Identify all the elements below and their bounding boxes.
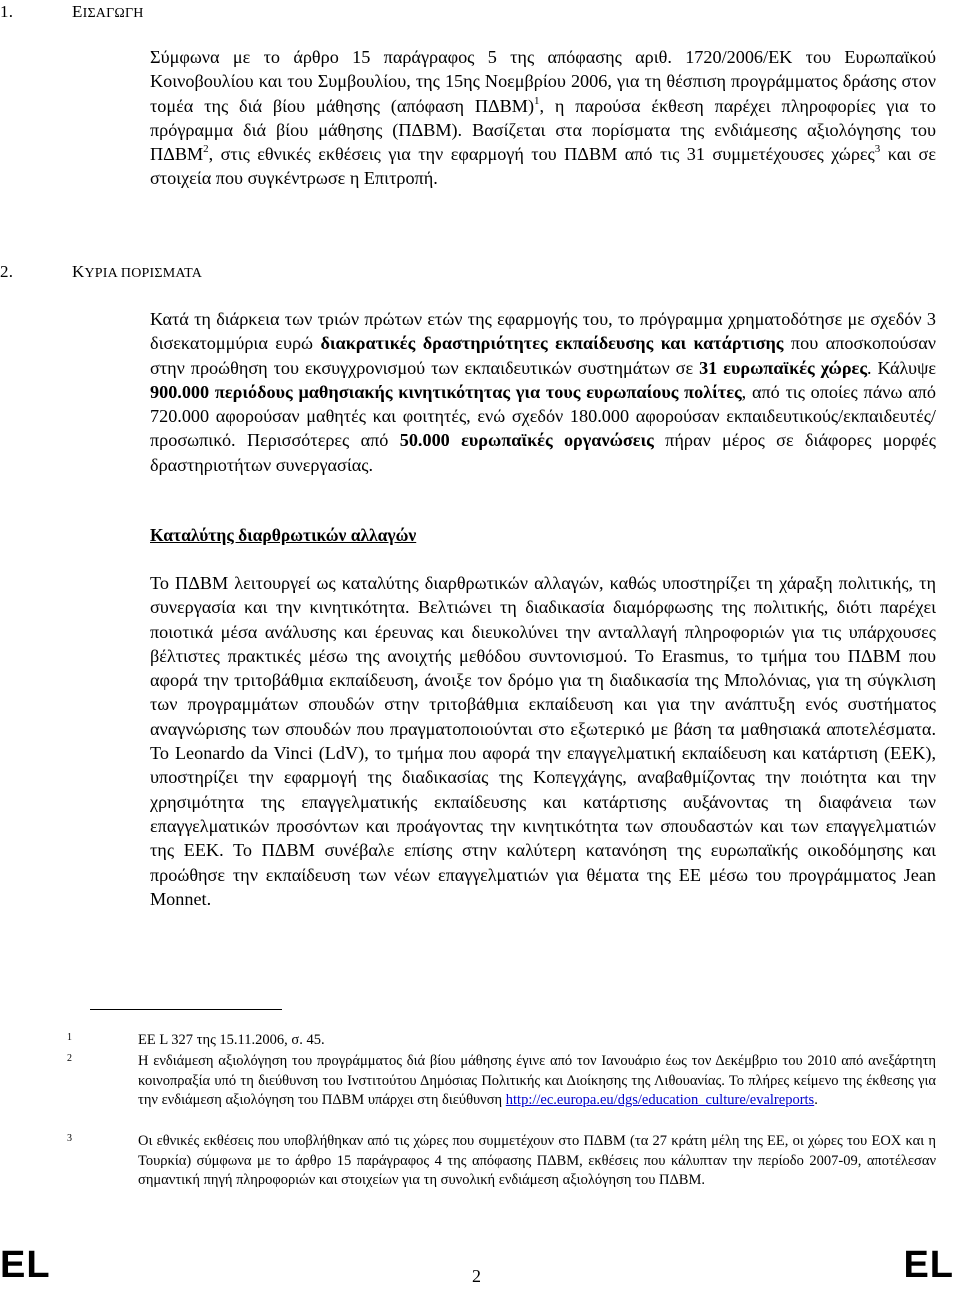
intro-text: Σύμφωνα με το άρθρο 15 παράγραφος 5 της απόφασης αριθ. 1720/2006/ΕΚ του Ευρωπαϊκού Κοινοβουλίου και του Συμβουλίου, της 15ης Νοεμβρίου 2006, για τη θέσπιση προγράμματος δράσης στον τομέα της διά βίου μάθησης (απόφαση ΠΔΒΜ)	[150, 47, 936, 116]
section-heading-introduction	[0, 2, 144, 22]
footnote-end: .	[814, 1092, 818, 1109]
findings-text: Κατά τη διάρκεια των τριών πρώτων ετών της εφαρμογής του, το πρόγραμμα χρηματοδότησε με σχεδόν 3 δισεκατομμύρια ευρώ	[150, 309, 936, 354]
page-number: 2	[472, 1266, 481, 1286]
footnote-text: ΕΕ L 327 της 15.11.2006, σ. 45.	[138, 1032, 325, 1048]
footnote-text: Οι εθνικές εκθέσεις που υποβλήθηκαν από τις χώρες που συμμετέχουν στο ΠΔΒΜ (τα 27 κράτη μέλη της ΕΕ, οι χώρες του ΕΟΧ και η Τουρκία) σύμφωνα με το άρθρο 15 παράγραφος 4 της απόφασης ΠΔΒΜ, εκθέσεις που κάλυπταν την περίοδο 2007-09, αποτέλεσαν σημαντική πηγή πληροφοριών και στοιχείων για τη συνολική ενδιάμεση αξιολόγηση του ΠΔΒΜ.	[138, 1133, 936, 1189]
intro-text: και σε στοιχεία που συγκέντρωσε η Επιτροπή.	[150, 144, 937, 189]
footer-language-right: EL	[903, 1244, 954, 1286]
findings-text: . Κάλυψε	[867, 357, 937, 378]
findings-highlight: διακρατικές δραστηριότητες εκπαίδευσης και κατάρτισης	[320, 333, 784, 354]
findings-highlight: 900.000 περιόδους μαθησιακής κινητικότητας για τους ευρωπαίους πολίτες	[150, 381, 742, 402]
section-title: ΙΣΑΓΩΓΗ	[82, 6, 144, 21]
footnote-text	[138, 1052, 936, 1111]
section-heading-main-findings	[0, 262, 202, 282]
footnote-number: 2	[67, 1053, 72, 1064]
catalyst-text: Το ΠΔΒΜ λειτουργεί ως καταλύτης διαρθρωτικών αλλαγών, καθώς υποστηρίζει τη χάραξη πολιτικής, τη συνεργασία και την κινητικότητα. Βελτιώνει τη διαδικασία διαμόρφωσης της πολιτικής, διότι παρέχει ποιοτικά μέσα ανάλυσης και έρευνας και διευκολύνει την ανταλλαγή πληροφοριών για τις υπάρχουσες βέλτιστες πρακτικές μέσω της ανοιχτής μεθόδου συντονισμού. Το Erasmus, το τμήμα του ΠΔΒΜ που αφορά την τριτοβάθμια εκπαίδευση, άνοιξε τον δρόμο για τη διαδικασία της Μπολόνιας, για τη σύγκλιση των προγραμμάτων σπουδών στην τριτοβάθμια εκπαίδευση και για την ανάπτυξη ενός συστήματος αναγνώρισης των σπουδών που πραγματοποιούνται στο εξωτερικό με βάση τα μαθησιακά αποτελέσματα. Το Leonardo da Vinci (LdV), το τμήμα που αφορά την επαγγελματική εκπαίδευση και κατάρτιση (ΕΕΚ), υποστηρίζει την εφαρμογή της διαδικασίας της Κοπεγχάγης, αναβαθμίζοντας την ποιότητα και την χρησιμότητα της επαγγελματικής εκπαίδευσης και κατάρτισης αυξάνοντας τη διαφάνεια των επαγγελματικών προσόντων και προάγοντας την κινητικότητα των σπουδαστών και των επαγγελματιών της ΕΕΚ. Το ΠΔΒΜ συνέβαλε επίσης στην καλύτερη κατανόηση της ευρωπαϊκής οικοδόμησης και προώθησε την εκπαίδευση των νέων επαγγελματιών για θέματα της ΕΕ μέσω του προγράμματος Jean Monnet.	[150, 573, 936, 909]
footnote-1	[0, 1031, 936, 1051]
findings-text: , από τις οποίες πάνω από 720.000 αφορούσαν μαθητές και φοιτητές, ενώ σχεδόν 180.000 αφορούσαν εκπαιδευτικούς/εκπαιδευτές/προσωπικό. Περισσότερες από	[150, 381, 936, 451]
footnote-number: 1	[67, 1032, 72, 1043]
findings-highlight: 50.000 ευρωπαϊκές οργανώσεις	[399, 430, 654, 451]
section-number: 1.	[0, 2, 14, 21]
findings-highlight: 31 ευρωπαϊκές χώρες	[699, 357, 868, 378]
footer-language-left: EL	[0, 1244, 51, 1286]
section-number: 2.	[0, 262, 14, 281]
findings-text: που αποσκοπούσαν στην προώθηση του εκσυγχρονισμού των εκπαιδευτικών συστημάτων σε	[150, 333, 936, 378]
footnote-ref-2[interactable]: 2	[203, 143, 209, 156]
footnote-3	[0, 1132, 936, 1191]
footnote-separator	[90, 1009, 282, 1010]
evalreports-link[interactable]: http://ec.europa.eu/dgs/education_culture/evalreports	[505, 1092, 815, 1109]
footnote-ref-3[interactable]: 3	[874, 143, 881, 156]
footnote-body: Η ενδιάμεση αξιολόγηση του προγράμματος διά βίου μάθησης έγινε από τον Ιανουάριο έως τον Δεκέμβριο του 2010 από ανεξάρτητη κοινοπραξία υπό τη διεύθυνση του Ινστιτούτου Δημόσιας Πολιτικής και Διοίκησης της Λιθουανίας. Το πλήρες κείμενο της έκθεσης για την ενδιάμεση αξιολόγηση του ΠΔΒΜ υπάρχει στη διεύθυνση	[138, 1053, 936, 1109]
section-title-initial: Κ	[72, 262, 85, 281]
findings-text: πήραν μέρος σε διάφορες μορφές δραστηριοτήτων συνεργασίας.	[150, 430, 937, 475]
catalyst-paragraph	[150, 571, 936, 911]
intro-text: , η παρούσα έκθεση παρέχει πληροφορίες για το πρόγραμμα διά βίου μάθησης (ΠΔΒΜ). Βασίζεται στα πορίσματα της ενδιάμεσης αξιολόγησης του ΠΔΒΜ	[150, 95, 936, 165]
section-title-initial: Ε	[72, 2, 83, 21]
footnote-ref-1[interactable]: 1	[534, 94, 540, 107]
findings-paragraph	[150, 307, 936, 477]
footnote-2	[0, 1052, 936, 1111]
footnote-number: 3	[67, 1133, 72, 1144]
intro-text: , στις εθνικές εκθέσεις για την εφαρμογή του ΠΔΒΜ από τις 31 συμμετέχουσες χώρες	[208, 144, 875, 165]
subheading-structural-change: Καταλύτης διαρθρωτικών αλλαγών	[150, 525, 417, 545]
section-title: ΥΡΙΑ ΠΟΡΙΣΜΑΤΑ	[84, 266, 203, 281]
intro-paragraph	[150, 45, 936, 191]
